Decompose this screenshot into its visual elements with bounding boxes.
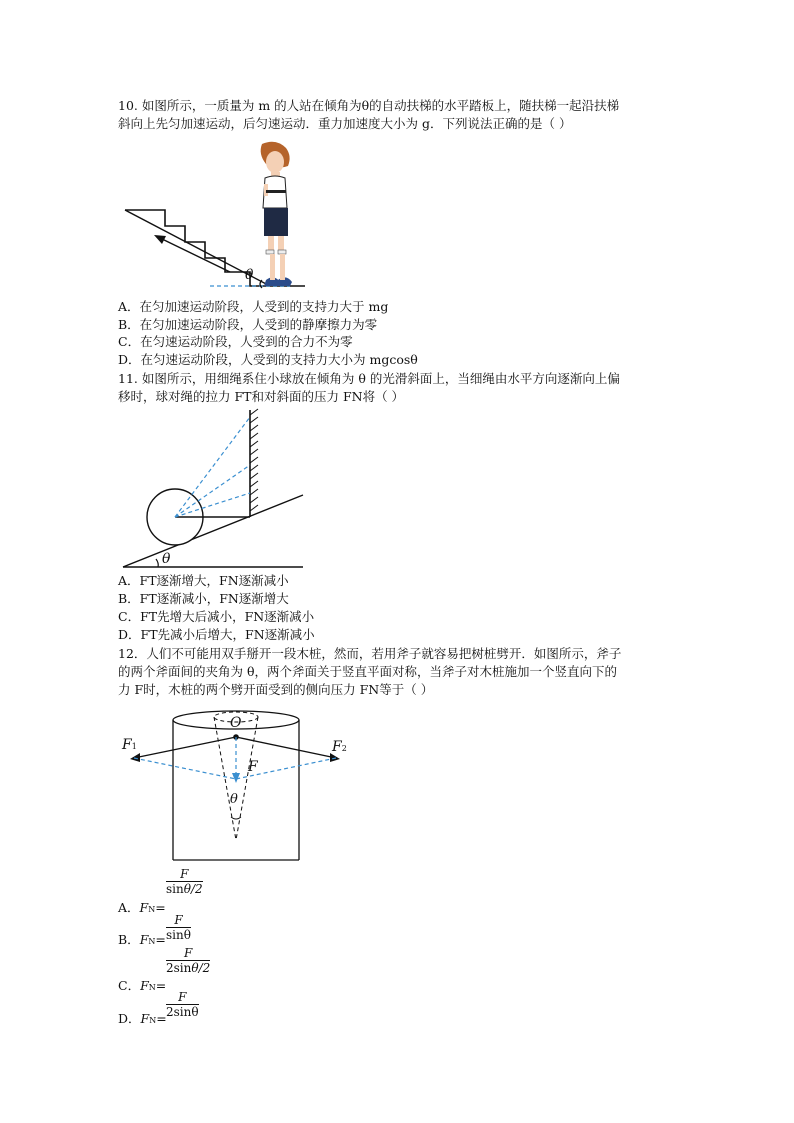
q10-option-c: C．在匀速运动阶段，人受到的合力不为零 — [118, 334, 353, 349]
q11-stem-line1: 11. 如图所示，用细绳系住小球放在倾角为 θ 的光滑斜面上，当细绳由水平方向逐渐向上偏 — [118, 371, 620, 386]
q12-label-theta: θ — [230, 792, 238, 807]
q11-option-d: D．FT先减小后增大，FN逐渐减小 — [118, 627, 315, 642]
q12-stem-line1: 12．人们不可能用双手掰开一段木桩，然而，若用斧子就容易把树桩劈开．如图所示，斧子 — [118, 646, 622, 661]
q12-option-a-fraction: $\frac{F}{\sin\theta/2}$ — [166, 867, 203, 896]
q10-stem-line2: 斜向上先匀加速运动，后匀速运动．重力加速度大小为 g．下列说法正确的是（ ） — [118, 116, 572, 131]
q12-label-o: O — [230, 715, 242, 731]
person-figure — [261, 142, 292, 286]
q10-stem-line1: 10. 如图所示，一质量为 m 的人站在倾角为θ的自动扶梯的水平踏板上，随扶梯一起沿扶梯 — [118, 98, 620, 113]
escalator-figure — [120, 138, 310, 293]
q12-stem-line2: 的两个斧面间的夹角为 θ，两个斧面关于竖直平面对称，当斧子对木桩施加一个竖直向下的 — [118, 664, 618, 679]
q12-stem-line3: 力 F时，木桩的两个劈开面受到的侧向压力 FN等于（ ） — [118, 682, 434, 697]
q12-label-f: F — [248, 759, 258, 775]
q10-option-b: B．在匀加速运动阶段，人受到的静摩擦力为零 — [118, 317, 378, 332]
q11-option-c: C．FT先增大后减小，FN逐渐减小 — [118, 609, 315, 624]
q10-theta-label: θ — [245, 267, 254, 283]
q11-theta-label: θ — [162, 551, 171, 567]
q11-option-a: A．FT逐渐增大，FN逐渐减小 — [118, 573, 289, 588]
ball-incline-figure — [118, 405, 308, 570]
q11-option-b: B．FT逐渐减小，FN逐渐增大 — [118, 591, 289, 606]
q12-label-f1: F1 — [122, 737, 137, 753]
q12-option-c-fraction: $\frac{F}{2\sin\theta/2}$ — [166, 946, 211, 975]
q11-stem-line2: 移时，球对绳的拉力 FT和对斜面的压力 FN将（ ） — [118, 389, 405, 404]
q10-option-a: A．在匀加速运动阶段，人受到的支持力大于 mg — [118, 299, 389, 314]
q12-option-a-lhs: A．FN= — [118, 900, 166, 915]
q12-option-b-lhs: B．FN= — [118, 932, 166, 947]
q12-option-d-lhs: D．FN= — [118, 1011, 167, 1026]
q12-option-c-lhs: C．FN= — [118, 978, 167, 993]
q12-option-d-fraction: $\frac{F}{2\sin\theta}$ — [166, 990, 199, 1019]
q12-label-f2: F2 — [332, 739, 347, 755]
q12-option-b-fraction: $\frac{F}{\sin\theta}$ — [166, 913, 191, 942]
q10-option-d: D．在匀速运动阶段，人受到的支持力大小为 mgcosθ — [118, 352, 418, 367]
